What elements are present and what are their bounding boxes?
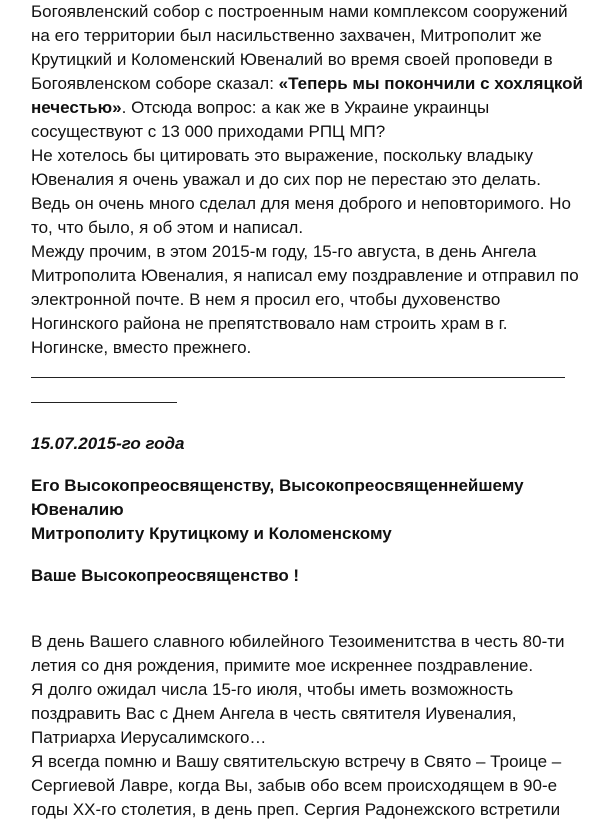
text-segment: Богоявленском соборе сказал: [31,74,279,93]
text-line: Сергиевой Лавре, когда Вы, забыв обо всем происходящем в 90-е [31,776,558,795]
text-line: сосуществуют с 13 000 приходами РПЦ МП? [31,122,386,141]
letter-salutation: Ваше Высокопреосвященство ! [31,566,300,585]
text-line: В день Вашего славного юбилейного Тезоименитства в честь 80-ти [31,632,565,651]
text-line-with-quote [31,72,584,96]
intro-paragraph [31,0,584,144]
text-line: Не хотелось бы цитировать это выражение, поскольку владыку [31,146,533,165]
text-line: Я долго ожидал числа 15-го июля, чтобы иметь возможность [31,680,514,699]
text-line: электронной почте. В нем я просил его, чтобы духовенство [31,290,501,309]
paragraph-2 [31,144,576,240]
text-line: Я всегда помню и Вашу святительскую встречу в Свято – Троице – [31,752,562,771]
text-line: Ногинского района не препятствовало нам строить храм в г. [31,314,508,333]
letter-date: 15.07.2015-го года [31,434,185,453]
text-line: Ногинске, вместо прежнего. [31,338,252,357]
text-line: Богоявленский собор с построенным нами комплексом сооружений [31,2,568,21]
quote-open: « [278,74,289,93]
letter-address [31,474,576,546]
text-line: Крутицкий и Коломенский Ювеналий во время своей проповеди в [31,50,553,69]
text-line: Митрополита Ювеналия, я написал ему поздравление и отправил по [31,266,579,285]
text-line: поздравить Вас с Днем Ангела в честь святителя Иувеналия, [31,704,517,723]
address-line: Митрополиту Крутицкому и Коломенскому [31,524,392,543]
quote-text-part1: Теперь мы покончили с хохляцкой [288,74,584,93]
text-line: на его территории был насильственно захвачен, Митрополит же [31,26,542,45]
text-line: летия со дня рождения, примите мое искреннее поздравление. [31,656,534,675]
separator-line-short [31,402,177,403]
text-line: Ведь он очень много сделал для меня доброго и неповторимого. Но [31,194,571,213]
letter-body [31,630,576,822]
text-line-with-quote-end [31,96,576,120]
text-line: Патриарха Иерусалимского… [31,728,267,747]
address-line: Ювеналию [31,500,124,519]
text-line: то, что было, я об этом и написал. [31,218,304,237]
text-segment: . Отсюда вопрос: а как же в Украине украинцы [121,98,490,117]
address-line: Его Высокопреосвященству, Высокопреосвященнейшему [31,476,524,495]
quote-text-part2: нечестью [31,98,113,117]
separator-line-long [31,377,565,378]
text-line: годы ХХ-го столетия, в день преп. Сергия Радонежского встретили [31,800,561,819]
text-line: Ювеналия я очень уважал и до сих пор не перестаю это делать. [31,170,541,189]
paragraph-3 [31,240,579,360]
quote-close: » [112,98,122,117]
text-line: Между прочим, в этом 2015-м году, 15-го августа, в день Ангела [31,242,537,261]
